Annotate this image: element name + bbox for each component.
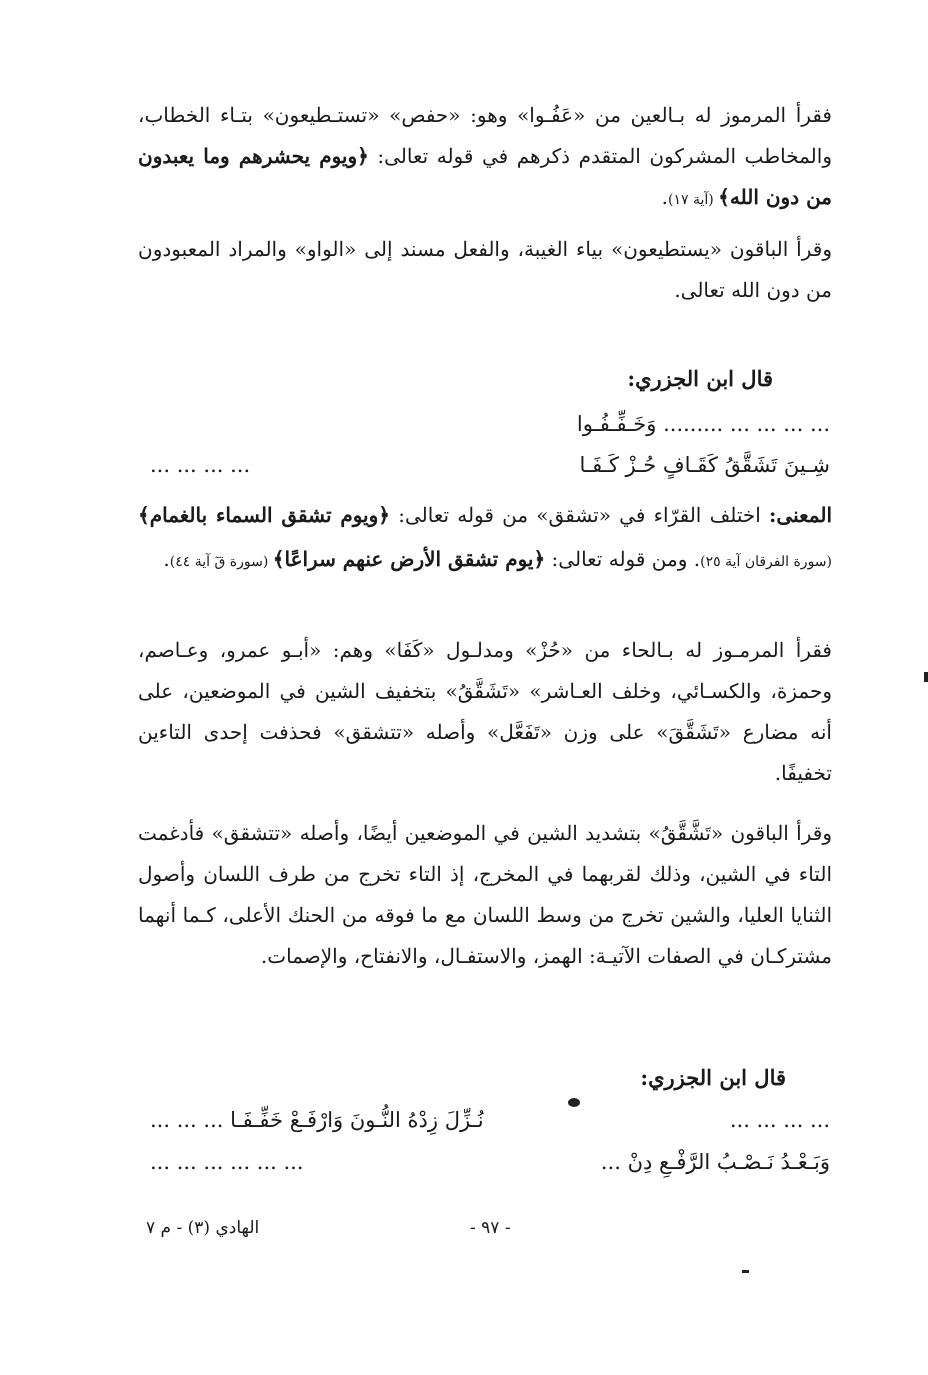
quran-quote: ﴿ويوم يحشرهم وما يعبدون من دون الله﴾: [138, 144, 832, 209]
paragraph-1-text: فقرأ المرموز له بـالعين من «عَفُـوا» وهو: «حفص» «تستـطيعون» بتـاء الخطاب، والمخاطب المشركون المتقدم ذكرهم في قوله تعالى:: [138, 103, 832, 168]
verse-reference: (آية ١٧): [668, 192, 719, 208]
paragraph-3-text: اختلف القرّاء في «تشقق» من قوله تعالى:: [390, 503, 770, 527]
verse-line-1-text: ... ... ... ... ......... وَخَـفِّـفُـوا: [576, 412, 830, 436]
verse-reference-2: (سورة قٓ آية ٤٤): [169, 554, 273, 570]
quran-quote-1: ﴿ويوم تشقق السماء بالغمام﴾: [138, 503, 391, 527]
meaning-label: المعنى:: [769, 503, 832, 527]
quran-quote-2: ﴿يوم تشقق الأرض عنهم سراعًا﴾: [272, 547, 546, 571]
section-heading-2: قال ابن الجزري:: [640, 1065, 786, 1090]
paragraph-1: [138, 95, 832, 221]
verse-line-2-hemistich-left: ... ... ... ...: [150, 453, 251, 477]
verse-line-4-hemistich-left: ... ... ... ... ... ...: [150, 1150, 304, 1174]
paragraph-1-end: .: [661, 185, 668, 209]
ink-spot: [742, 1270, 749, 1273]
verse-reference-1: (سورة الفرقان آية ٢٥): [700, 554, 832, 570]
ink-spot: [568, 1098, 580, 1107]
paragraph-3-mid: . ومن قوله تعالى:: [545, 547, 701, 571]
ink-spot: [924, 672, 928, 682]
verse-line-4-hemistich-right: وَبَـعْـدُ نَـصْـبُ الرَّفْـعِ دِنْ ...: [600, 1150, 830, 1174]
verse-line-2-hemistich-right: شِـينَ تَشَقَّقُ كَقَـافٍ حُـزْ كَـفَـا: [579, 453, 830, 477]
verse-line-3-hemistich-left: نُـزِّلَ زِدْهُ النُّـونَ وَارْفَـعْ خَفِّـفَـا ... ... ...: [150, 1108, 484, 1132]
paragraph-4: فقرأ المرمـوز له بـالحاء من «حُزْ» ومدلـول «كَفَا» وهم: «أبـو عمرو، وعـاصم، وحمزة، والكسـائي، وخلف العـاشر» «تَشَقَّقُ» بتخفيف الشين في الموضعين، على أنه مضارع «تَشَقَّقَ» على وزن «تَفَعَّل» وأصله «تتشقق» فحذفت إحدى التاءين تخفيفًا.: [138, 638, 832, 785]
verse-line-3-hemistich-right: ... ... ... ...: [729, 1108, 830, 1132]
paragraph-3: [138, 495, 832, 583]
section-heading-1: قال ابن الجزري:: [627, 366, 773, 391]
book-reference: الهادي (٣) - م ٧: [146, 1218, 260, 1238]
paragraph-2: وقرأ الباقون «يستطيعون» بياء الغيبة، والفعل مسند إلى «الواو» والمراد المعبودون من دون الله تعالى.: [138, 237, 832, 302]
paragraph-5: وقرأ الباقون «تَشَّقَّقُ» بتشديد الشين في الموضعين أيضًا، وأصله «تتشقق» فأدغمت التاء في الشين، وذلك لقربهما في المخرج، إذ التاء تخرج من طرف اللسان وأصول الثنايا العليا، والشين تخرج من وسط اللسان مع ما فوقه من الحنك الأعلى، كـما أنهما مشتركـان في الصفات الآتيـة: الهمز، والاستفـال، والانفتاح، والإصمات.: [138, 821, 832, 968]
paragraph-3-end: .: [163, 547, 170, 571]
page-number: - ٩٧ -: [470, 1218, 511, 1238]
